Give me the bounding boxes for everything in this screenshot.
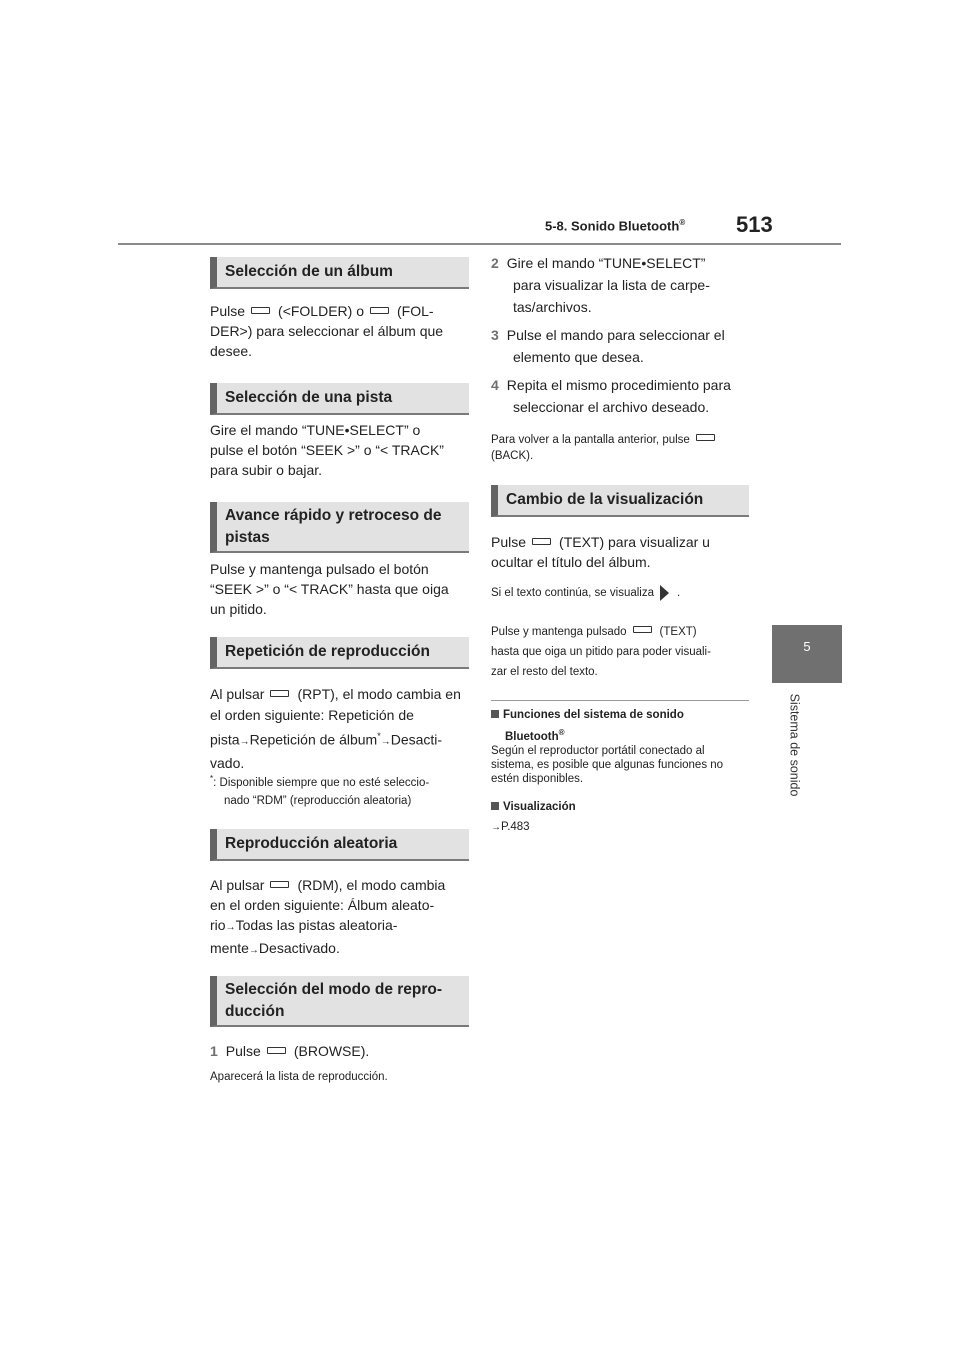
heading-repeat: Repetición de reproducción: [210, 637, 469, 669]
functions-heading: Funciones del sistema de sonido Bluetooth®: [491, 706, 761, 746]
scroll-arrow-icon: [660, 585, 669, 601]
section-label: 5-8. Sonido Bluetooth®: [545, 218, 686, 234]
random-text: Al pulsar (RDM), el modo cambia en el orden siguiente: Álbum aleato- rio→Todas las pistas aleatoria- mente→Desactivado.: [210, 877, 446, 956]
heading-mode: Selección del modo de repro- ducción: [210, 976, 469, 1027]
heading-track: Selección de una pista: [210, 383, 469, 415]
repeat-text: Al pulsar (RPT), el modo cambia en el orden siguiente: Repetición de pista→Repetición de álbum*→Desacti- vado.: [210, 686, 461, 771]
back-note: Para volver a la pantalla anterior, pulse (BACK).: [491, 432, 756, 464]
heading-display: Cambio de la visualización: [491, 485, 749, 517]
repeat-footnote: *: Disponible siempre que no esté seleccio- nado “RDM” (reproducción aleatoria): [210, 774, 430, 807]
chapter-tab: 5: [772, 625, 842, 683]
page-reference[interactable]: →P.483: [491, 821, 530, 833]
track-text: Gire el mando “TUNE•SELECT” o pulse el botón “SEEK >” o “< TRACK” para subir o bajar.: [210, 422, 444, 478]
button-icon: [270, 690, 289, 697]
section-divider: [491, 700, 749, 701]
heading-fast-forward: Avance rápido y retroceso de pistas: [210, 502, 469, 553]
hold-note: Pulse y mantenga pulsado (TEXT) hasta que oiga un pitido para poder visuali- zar el resto del texto.: [491, 626, 711, 678]
ff-text: Pulse y mantenga pulsado el botón “SEEK >” o “< TRACK” hasta que oiga un pitido.: [210, 561, 449, 617]
functions-text: Según el reproductor portátil conectado al sistema, es posible que algunas funciones no estén disponibles.: [491, 745, 724, 785]
button-icon: [251, 307, 270, 314]
heading-album: Selección de un álbum: [210, 257, 469, 289]
step-4: 4 Repita el mismo procedimiento para seleccionar el archivo deseado.: [491, 377, 731, 415]
step-3: 3 Pulse el mando para seleccionar el elemento que desea.: [491, 327, 725, 365]
page-number: 513: [736, 212, 773, 237]
visual-heading: Visualización: [491, 800, 761, 815]
heading-random: Reproducción aleatoria: [210, 829, 469, 861]
button-icon: [270, 881, 289, 888]
button-icon: [267, 1047, 286, 1054]
square-bullet-icon: [491, 802, 499, 810]
button-icon: [633, 626, 652, 633]
square-bullet-icon: [491, 710, 499, 718]
button-icon: [696, 434, 715, 441]
header-divider: [118, 243, 841, 245]
button-icon: [370, 307, 389, 314]
album-text: Pulse (<FOLDER) o (FOL- DER>) para seleccionar el álbum que desee.: [210, 303, 444, 359]
display-text: Pulse (TEXT) para visualizar u ocultar el título del álbum.: [491, 534, 710, 570]
button-icon: [532, 538, 551, 545]
chapter-title: Sistema de sonido: [787, 693, 802, 797]
continue-note: Si el texto continúa, se visualiza .: [491, 585, 761, 601]
step-1: 1 Pulse (BROWSE).: [210, 1043, 370, 1059]
step-2: 2 Gire el mando “TUNE•SELECT” para visualizar la lista de carpe- tas/archivos.: [491, 255, 710, 315]
step-1-note: Aparecerá la lista de reproducción.: [210, 1071, 388, 1083]
